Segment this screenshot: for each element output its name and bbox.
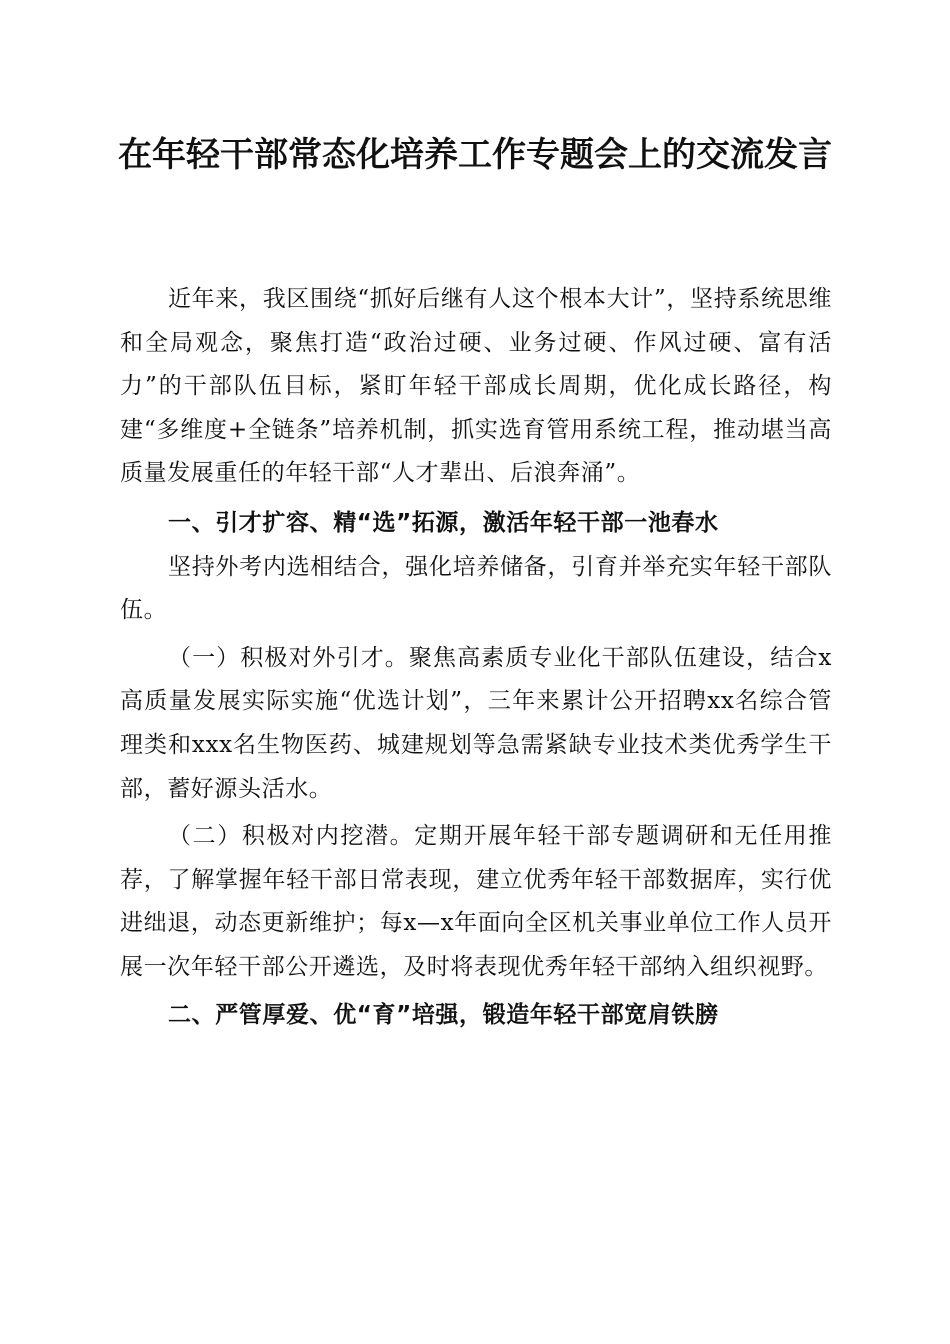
section-heading-1: 一、引才扩容、精“选”拓源，激活年轻干部一池春水 — [168, 509, 719, 536]
subsection-2-paragraph: （二）积极对内挖潜。定期开展年轻干部专题调研和无任用推荐，了解掌握年轻干部日常表现，建立优秀年轻干部数据库，实行优进绌退，动态更新维护；每x—x年面向全区机关事业单位工作人员开展一次年轻干部公开遴选，及时将表现优秀年轻干部纳入组织视野。 — [120, 823, 832, 980]
section-1-intro-paragraph: 坚持外考内选相结合，强化培养储备，引育并举充实年轻干部队伍。 — [120, 553, 832, 624]
document-body — [120, 278, 832, 1037]
intro-paragraph: 近年来，我区围绕“抓好后继有人这个根本大计”，坚持系统思维和全局观念，聚焦打造“政治过硬、业务过硬、作风过硬、富有活力”的干部队伍目标，紧盯年轻干部成长周期，优化成长路径，构建“多维度+全链条”培养机制，抓实选育管用系统工程，推动堪当高质量发展重任的年轻干部“人才辈出、后浪奔涌”。 — [120, 286, 832, 487]
subsection-1-paragraph: （一）积极对外引才。聚焦高素质专业化干部队伍建设，结合x高质量发展实际实施“优选计划”，三年来累计公开招聘xx名综合管理类和xxx名生物医药、城建规划等急需紧缺专业技术类优秀学生干部，蓄好源头活水。 — [120, 644, 832, 802]
section-heading-2: 二、严管厚爱、优“育”培强，锻造年轻干部宽肩铁膀 — [168, 1001, 719, 1028]
document-title: 在年轻干部常态化培养工作专题会上的交流发言 — [118, 135, 832, 175]
